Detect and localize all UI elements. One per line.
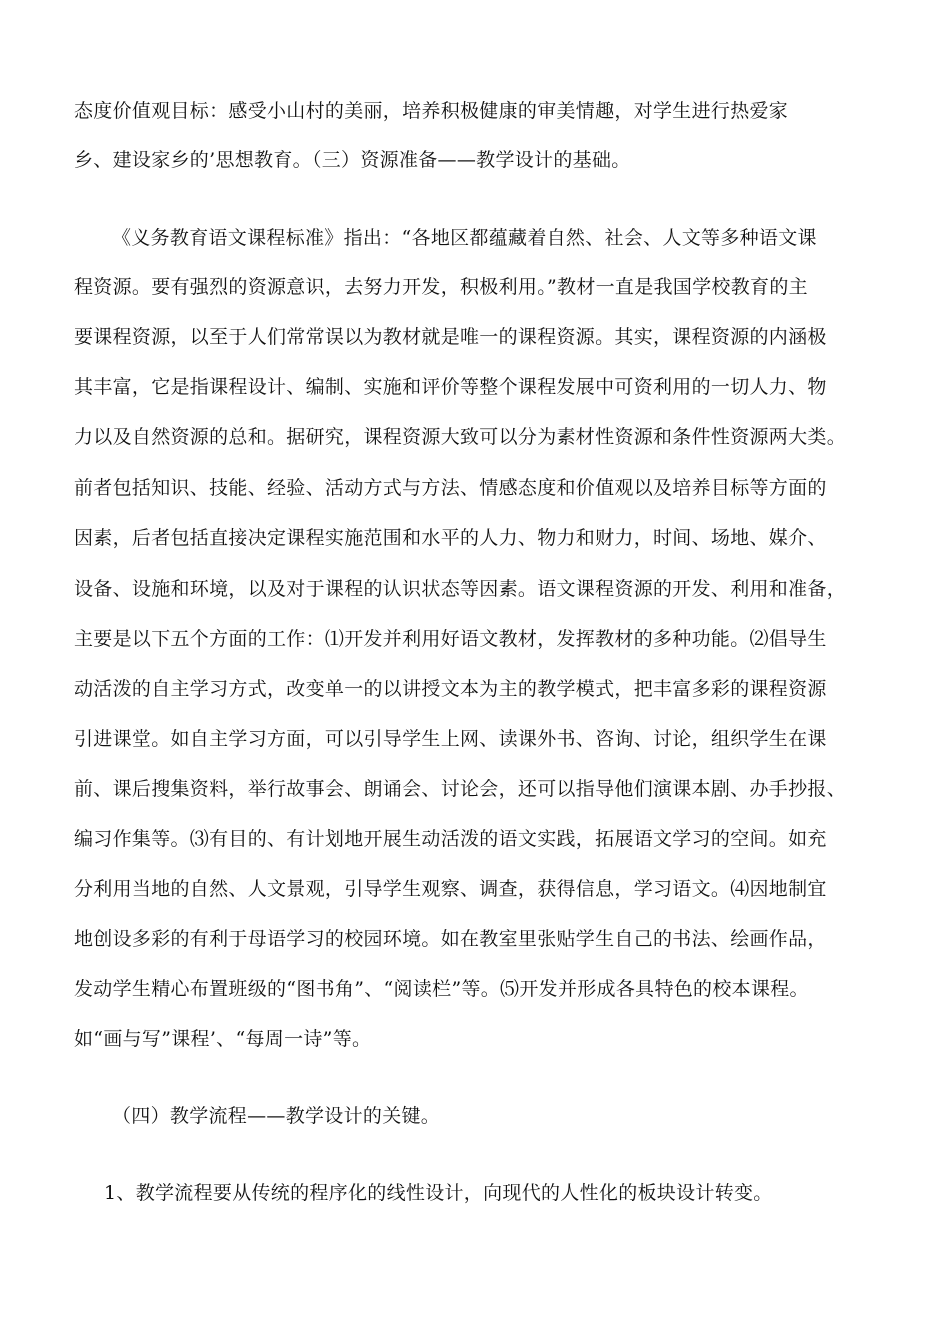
paragraph-2-line-9: 主要是以下五个方面的工作：⑴开发并利用好语文教材，发挥教材的多种功能。⑵倡导生: [74, 628, 827, 650]
paragraph-2-line-14: 分利用当地的自然、人文景观，引导学生观察、调查，获得信息，学习语文。⑷因地制宜: [74, 878, 827, 900]
paragraph-2-line-6: 前者包括知识、技能、经验、活动方式与方法、情感态度和价值观以及培养目标等方面的: [74, 477, 827, 499]
paragraph-2-line-13: 编习作集等。⑶有目的、有计划地开展生动活泼的语文实践，拓展语文学习的空间。如充: [74, 828, 827, 850]
paragraph-4-line-1: 1、教学流程要从传统的程序化的线性设计，向现代的人性化的板块设计转变。: [104, 1182, 773, 1204]
paragraph-1-line-2: 乡、建设家乡的’思想教育。（三）资源准备——教学设计的基础。: [74, 149, 631, 171]
paragraph-2-line-7: 因素，后者包括直接决定课程实施范围和水平的人力、物力和财力，时间、场地、媒介、: [74, 527, 827, 549]
paragraph-2-line-12: 前、课后搜集资料，举行故事会、朗诵会、讨论会，还可以指导他们演课本剧、办手抄报、: [74, 778, 847, 800]
paragraph-2-line-11: 引进课堂。如自主学习方面，可以引导学生上网、读课外书、咨询、讨论，组织学生在课: [74, 728, 827, 750]
paragraph-2-line-8: 设备、设施和环境，以及对于课程的认识状态等因素。语文课程资源的开发、利用和准备，: [74, 578, 847, 600]
paragraph-2-line-16: 发动学生精心布置班级的“图书角”、“阅读栏”等。⑸开发并形成各具特色的校本课程。: [74, 978, 809, 1000]
paragraph-2-line-3: 要课程资源，以至于人们常常误以为教材就是唯一的课程资源。其实，课程资源的内涵极: [74, 326, 827, 348]
paragraph-2-line-2: 程资源。要有强烈的资源意识，去努力开发，积极利用。”教材一直是我国学校教育的主: [74, 276, 808, 298]
paragraph-1-line-1: 态度价值观目标：感受小山村的美丽，培养积极健康的审美情趣，对学生进行热爱家: [74, 100, 789, 122]
paragraph-2-line-5: 力以及自然资源的总和。据研究，课程资源大致可以分为素材性资源和条件性资源两大类。: [74, 426, 847, 448]
section-heading-4: （四）教学流程——教学设计的关键。: [112, 1105, 441, 1127]
paragraph-2-line-4: 其丰富，它是指课程设计、编制、实施和评价等整个课程发展中可资利用的一切人力、物: [74, 376, 827, 398]
paragraph-2-line-15: 地创设多彩的有利于母语学习的校园环境。如在教室里张贴学生自己的书法、绘画作品，: [74, 928, 827, 950]
paragraph-2-line-17: 如“画与写”课程’、“每周一诗”等。: [74, 1028, 372, 1050]
paragraph-2-line-1: 《义务教育语文课程标准》指出：“各地区都蕴藏着自然、社会、人文等多种语文课: [112, 227, 817, 249]
paragraph-2-line-10: 动活泼的自主学习方式，改变单一的以讲授文本为主的教学模式，把丰富多彩的课程资源: [74, 678, 827, 700]
